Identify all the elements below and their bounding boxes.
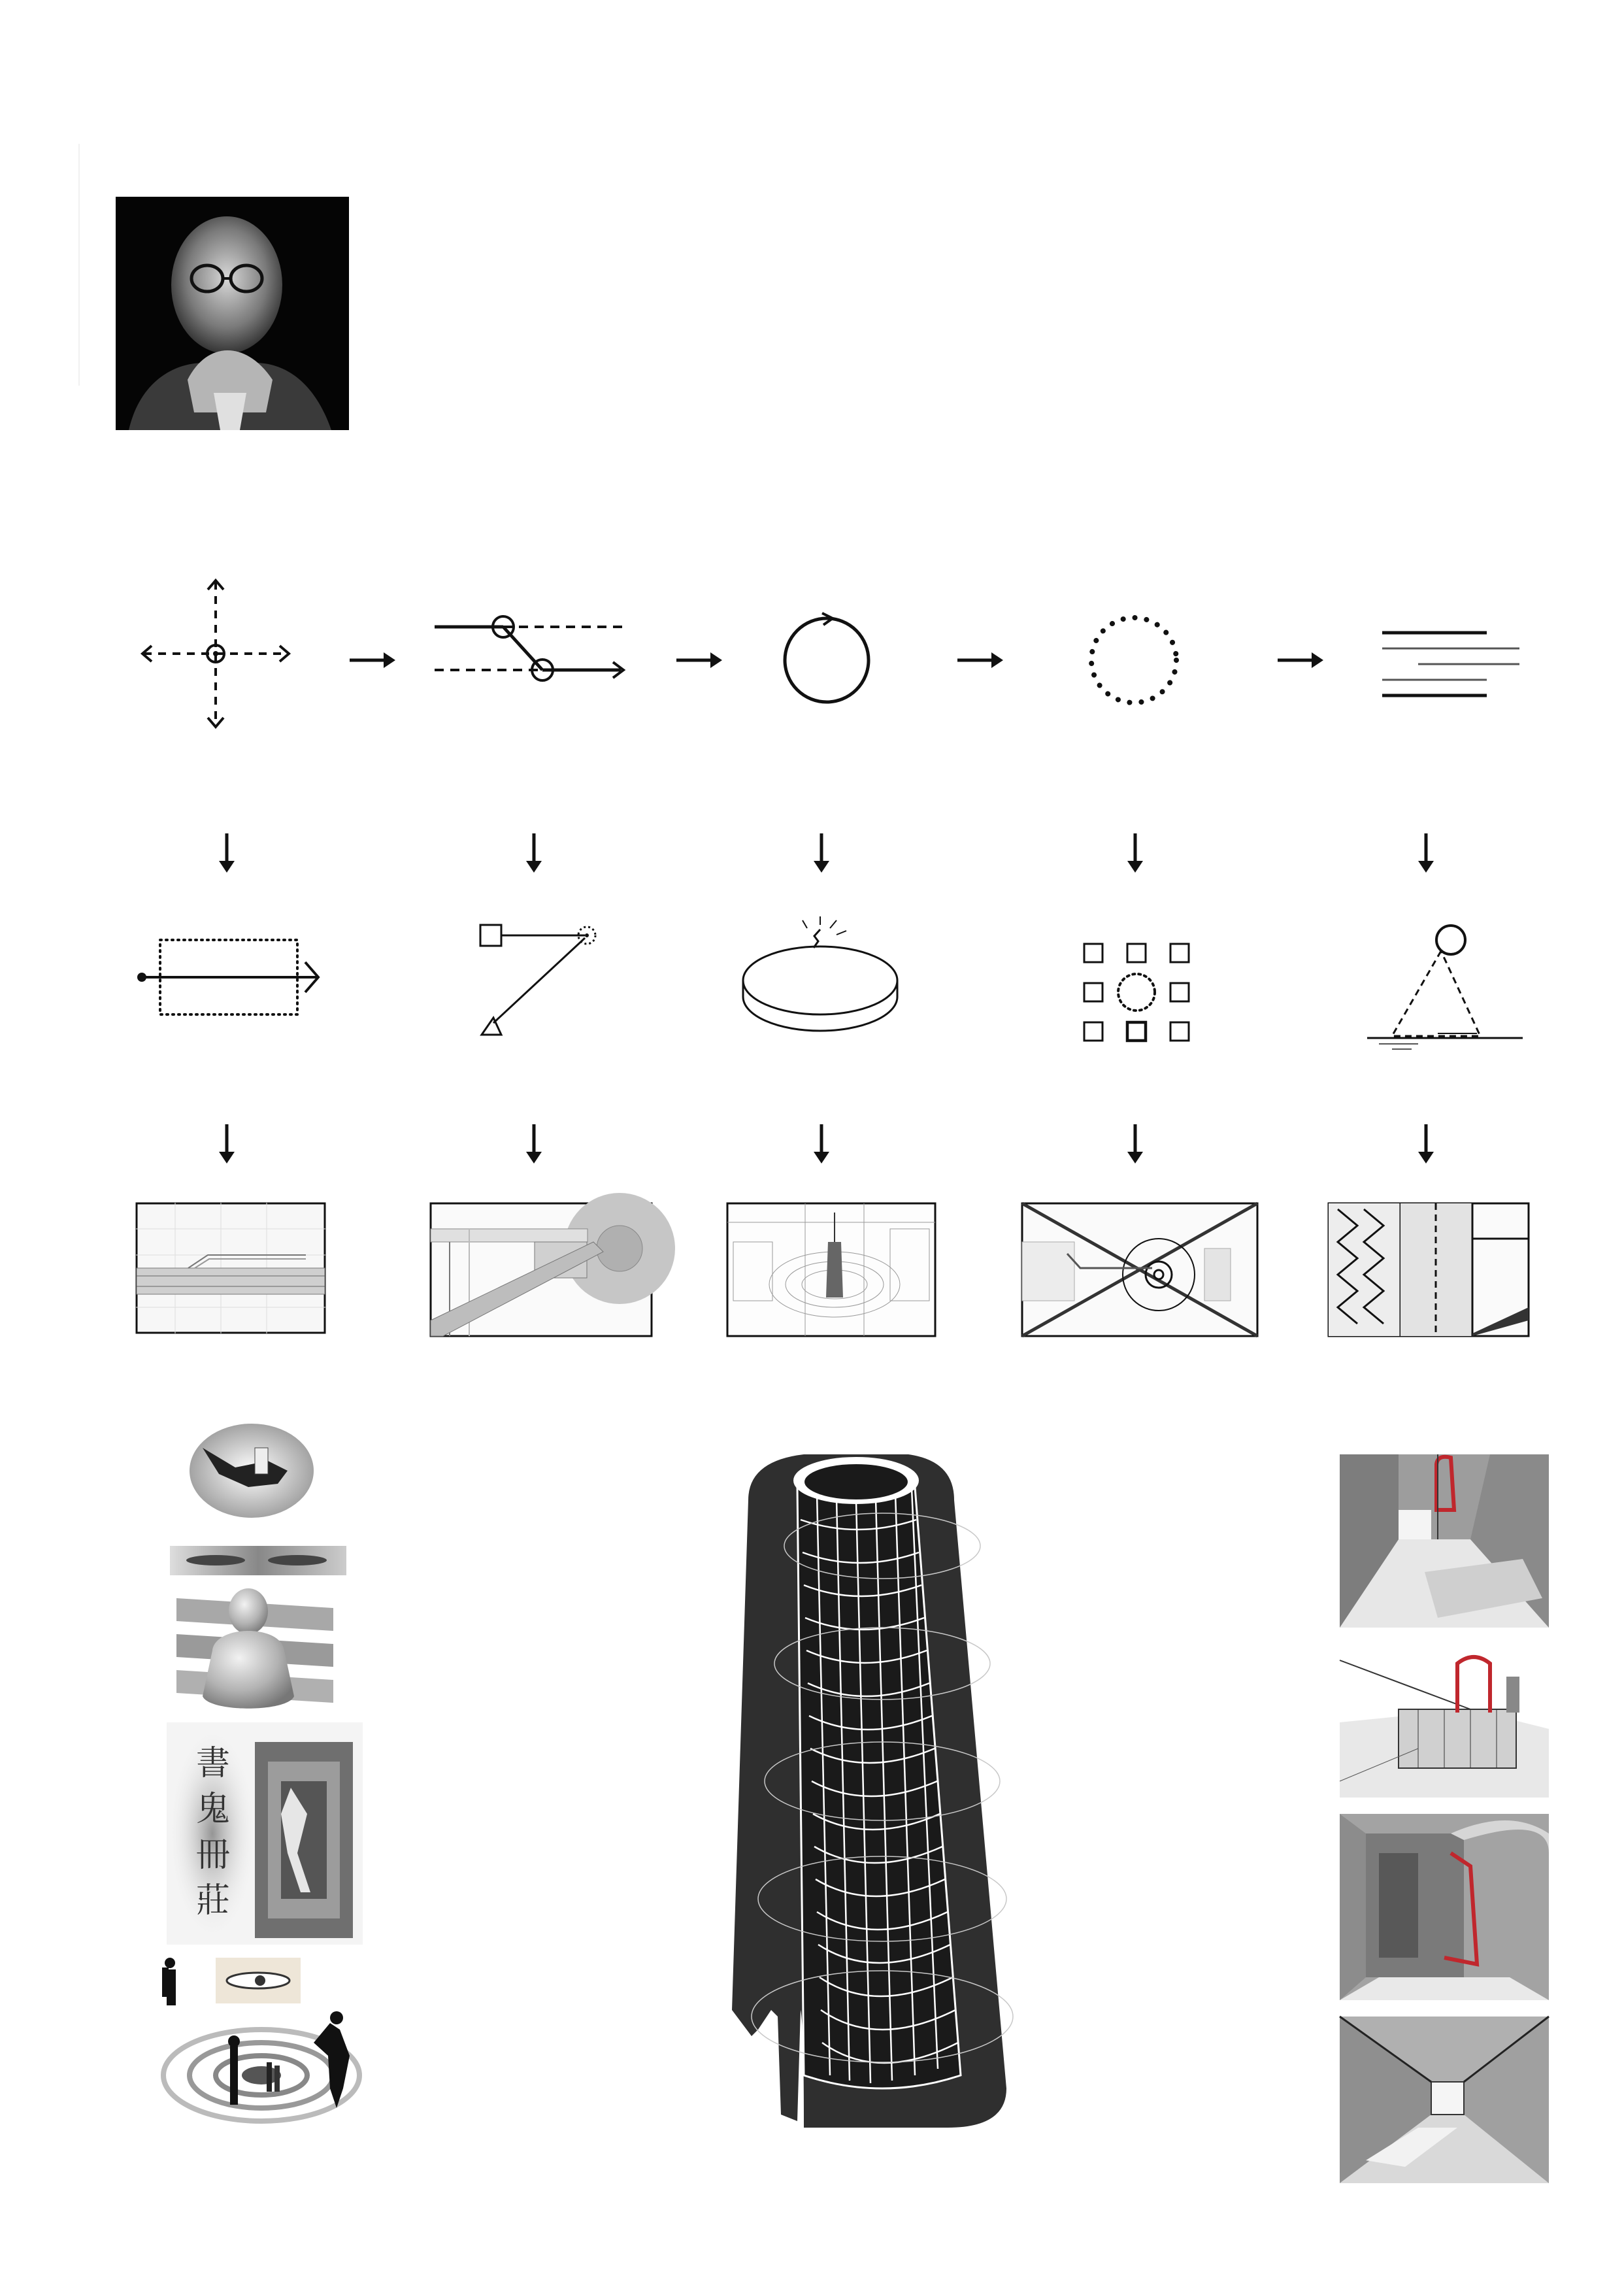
plan-drawing-1 bbox=[136, 1203, 325, 1333]
arrow-down-icon bbox=[521, 833, 547, 874]
offset-lines-icon bbox=[431, 611, 627, 690]
plan-drawing-4 bbox=[1021, 1203, 1258, 1337]
parallel-lines-icon bbox=[1379, 628, 1523, 706]
perspective-sketch-2 bbox=[1340, 1650, 1549, 1798]
arrow-down-icon bbox=[521, 1124, 547, 1165]
perspective-sketch-1 bbox=[1340, 1454, 1549, 1628]
arrow-right-icon bbox=[350, 647, 395, 673]
frame-line bbox=[78, 144, 80, 386]
arrow-down-icon bbox=[1413, 1124, 1439, 1165]
plan-drawing-3 bbox=[727, 1203, 936, 1337]
loop-circle-icon bbox=[778, 608, 876, 706]
arrow-right-icon bbox=[957, 647, 1003, 673]
perspective-sketch-3 bbox=[1340, 1814, 1549, 2000]
tower-axonometric bbox=[686, 1448, 1013, 2134]
arrow-down-icon bbox=[1413, 833, 1439, 874]
broken-ring-icon bbox=[738, 915, 902, 1046]
arrow-right-icon bbox=[676, 647, 722, 673]
svg-text:書: 書 bbox=[196, 1744, 231, 1783]
svg-text:冊: 冊 bbox=[196, 1835, 231, 1875]
photo-collage bbox=[157, 1422, 399, 2157]
arrow-down-icon bbox=[808, 1124, 835, 1165]
perspective-sketch-4 bbox=[1340, 2017, 1549, 2183]
plan-drawing-2 bbox=[430, 1203, 652, 1337]
arrow-down-icon bbox=[214, 1124, 240, 1165]
dotted-circle-icon bbox=[1085, 611, 1183, 709]
arrow-down-icon bbox=[214, 833, 240, 874]
arrow-down-icon bbox=[1122, 833, 1148, 874]
triangle-circle-icon bbox=[1366, 918, 1529, 1052]
grid-squares-icon bbox=[1082, 941, 1196, 1046]
svg-text:莊: 莊 bbox=[196, 1881, 231, 1920]
plan-drawing-5 bbox=[1328, 1203, 1529, 1337]
svg-text:鬼: 鬼 bbox=[196, 1790, 231, 1829]
arrow-down-icon bbox=[1122, 1124, 1148, 1165]
portrait-photo bbox=[116, 197, 349, 430]
dotted-box-arrow-icon bbox=[134, 935, 323, 1020]
arrow-right-icon bbox=[1278, 647, 1323, 673]
square-triangle-link-icon bbox=[474, 918, 605, 1039]
crosshair-dashed-icon bbox=[137, 575, 294, 732]
arrow-down-icon bbox=[808, 833, 835, 874]
